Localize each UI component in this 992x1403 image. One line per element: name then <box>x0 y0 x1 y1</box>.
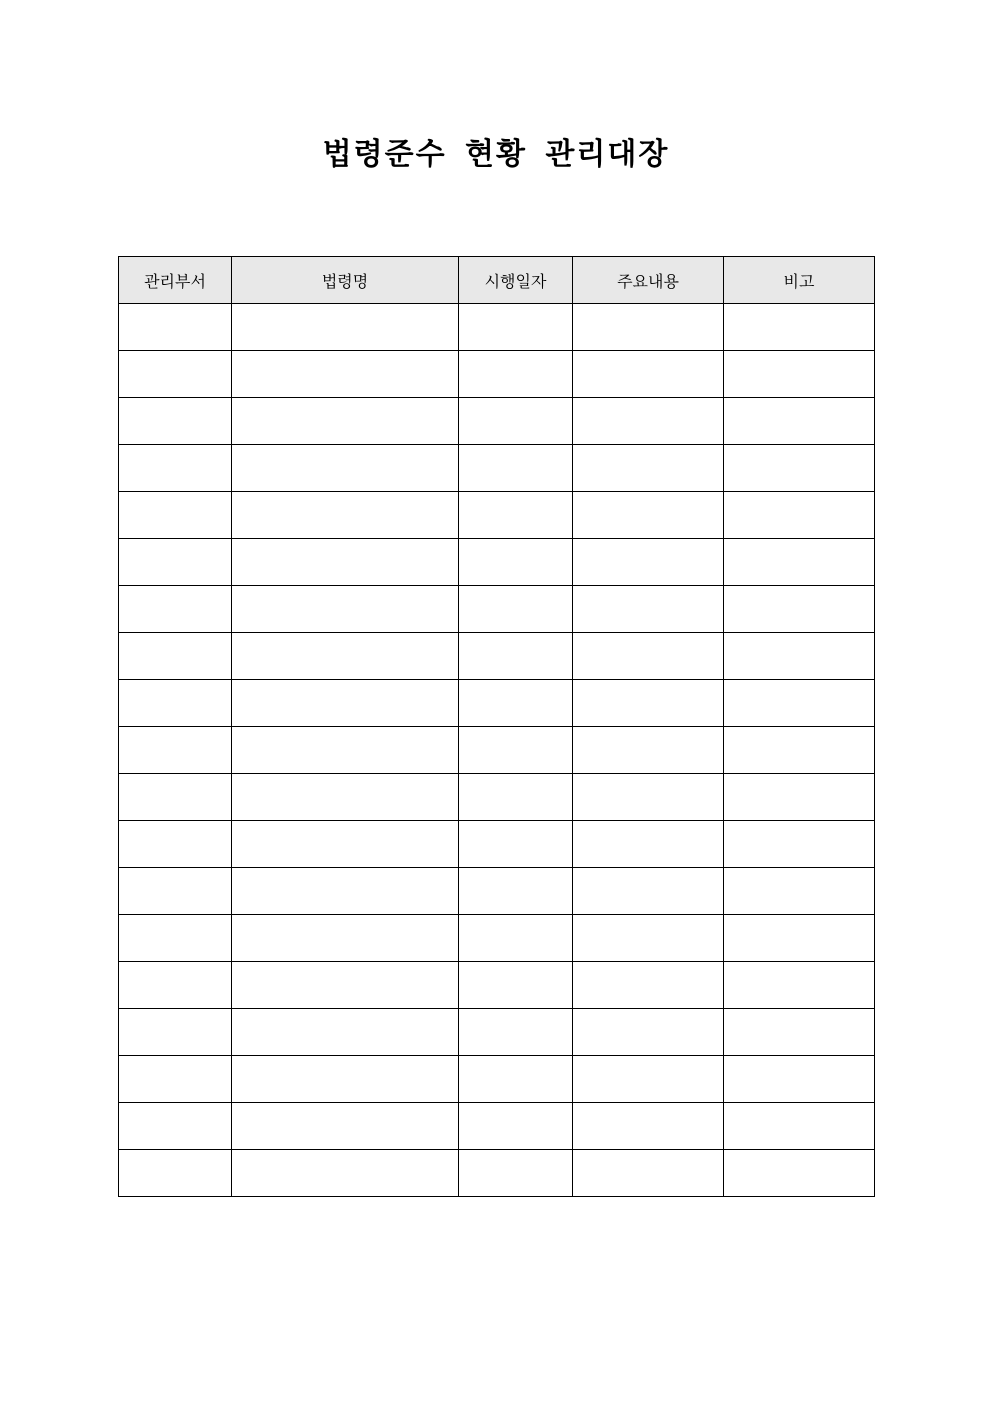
effective-date-cell[interactable] <box>459 304 573 351</box>
remarks-cell[interactable] <box>724 868 875 915</box>
law-name-cell[interactable] <box>232 727 459 774</box>
table-row <box>119 539 875 586</box>
remarks-cell[interactable] <box>724 821 875 868</box>
effective-date-cell[interactable] <box>459 1103 573 1150</box>
remarks-cell[interactable] <box>724 1009 875 1056</box>
main-content-cell[interactable] <box>573 1009 724 1056</box>
department-cell[interactable] <box>119 680 232 727</box>
table-body <box>119 304 875 1197</box>
remarks-cell[interactable] <box>724 398 875 445</box>
effective-date-cell[interactable] <box>459 445 573 492</box>
main-content-cell[interactable] <box>573 586 724 633</box>
table-row <box>119 727 875 774</box>
table-row <box>119 1009 875 1056</box>
department-cell[interactable] <box>119 962 232 1009</box>
effective-date-cell[interactable] <box>459 539 573 586</box>
department-cell[interactable] <box>119 1056 232 1103</box>
law-name-cell[interactable] <box>232 680 459 727</box>
main-content-cell[interactable] <box>573 304 724 351</box>
table-row <box>119 774 875 821</box>
page-title: 법령준수 현황 관리대장 <box>322 137 670 172</box>
table-row <box>119 304 875 351</box>
effective-date-cell[interactable] <box>459 962 573 1009</box>
remarks-cell[interactable] <box>724 633 875 680</box>
table-row <box>119 1103 875 1150</box>
department-cell[interactable] <box>119 821 232 868</box>
column-header-remarks: 비고 <box>724 257 875 304</box>
law-name-cell[interactable] <box>232 445 459 492</box>
column-header-law-name: 법령명 <box>232 257 459 304</box>
main-content-cell[interactable] <box>573 633 724 680</box>
law-name-cell[interactable] <box>232 962 459 1009</box>
ledger-table <box>118 256 875 1197</box>
effective-date-cell[interactable] <box>459 1150 573 1197</box>
main-content-cell[interactable] <box>573 539 724 586</box>
department-cell[interactable] <box>119 586 232 633</box>
law-name-cell[interactable] <box>232 633 459 680</box>
law-name-cell[interactable] <box>232 539 459 586</box>
main-content-cell[interactable] <box>573 962 724 1009</box>
main-content-cell[interactable] <box>573 1150 724 1197</box>
effective-date-cell[interactable] <box>459 351 573 398</box>
table-row <box>119 821 875 868</box>
effective-date-cell[interactable] <box>459 727 573 774</box>
law-name-cell[interactable] <box>232 868 459 915</box>
main-content-cell[interactable] <box>573 774 724 821</box>
table-row <box>119 1056 875 1103</box>
law-name-cell[interactable] <box>232 1009 459 1056</box>
main-content-cell[interactable] <box>573 727 724 774</box>
table-row <box>119 445 875 492</box>
department-cell[interactable] <box>119 727 232 774</box>
table-row <box>119 492 875 539</box>
effective-date-cell[interactable] <box>459 492 573 539</box>
effective-date-cell[interactable] <box>459 1009 573 1056</box>
column-header-main-content: 주요내용 <box>573 257 724 304</box>
column-header-department: 관리부서 <box>119 257 232 304</box>
law-name-cell[interactable] <box>232 492 459 539</box>
table-row <box>119 351 875 398</box>
table-row <box>119 680 875 727</box>
department-cell[interactable] <box>119 1009 232 1056</box>
main-content-cell[interactable] <box>573 351 724 398</box>
law-name-cell[interactable] <box>232 1150 459 1197</box>
law-name-cell[interactable] <box>232 821 459 868</box>
law-name-cell[interactable] <box>232 774 459 821</box>
department-cell[interactable] <box>119 868 232 915</box>
remarks-cell[interactable] <box>724 1056 875 1103</box>
effective-date-cell[interactable] <box>459 821 573 868</box>
main-content-cell[interactable] <box>573 821 724 868</box>
effective-date-cell[interactable] <box>459 398 573 445</box>
law-name-cell[interactable] <box>232 586 459 633</box>
department-cell[interactable] <box>119 445 232 492</box>
effective-date-cell[interactable] <box>459 774 573 821</box>
law-name-cell[interactable] <box>232 1103 459 1150</box>
remarks-cell[interactable] <box>724 586 875 633</box>
table-row <box>119 1150 875 1197</box>
department-cell[interactable] <box>119 304 232 351</box>
department-cell[interactable] <box>119 351 232 398</box>
department-cell[interactable] <box>119 398 232 445</box>
header-row <box>119 257 875 304</box>
department-cell[interactable] <box>119 915 232 962</box>
table-row <box>119 586 875 633</box>
main-content-cell[interactable] <box>573 915 724 962</box>
remarks-cell[interactable] <box>724 774 875 821</box>
main-content-cell[interactable] <box>573 492 724 539</box>
table-row <box>119 962 875 1009</box>
law-name-cell[interactable] <box>232 351 459 398</box>
effective-date-cell[interactable] <box>459 586 573 633</box>
table-row <box>119 633 875 680</box>
main-content-cell[interactable] <box>573 1056 724 1103</box>
remarks-cell[interactable] <box>724 915 875 962</box>
remarks-cell[interactable] <box>724 680 875 727</box>
main-content-cell[interactable] <box>573 1103 724 1150</box>
department-cell[interactable] <box>119 1150 232 1197</box>
table-row <box>119 868 875 915</box>
table-row <box>119 398 875 445</box>
remarks-cell[interactable] <box>724 1150 875 1197</box>
remarks-cell[interactable] <box>724 492 875 539</box>
main-content-cell[interactable] <box>573 868 724 915</box>
law-name-cell[interactable] <box>232 398 459 445</box>
effective-date-cell[interactable] <box>459 633 573 680</box>
remarks-cell[interactable] <box>724 1103 875 1150</box>
law-name-cell[interactable] <box>232 304 459 351</box>
remarks-cell[interactable] <box>724 962 875 1009</box>
law-name-cell[interactable] <box>232 915 459 962</box>
department-cell[interactable] <box>119 1103 232 1150</box>
law-name-cell[interactable] <box>232 1056 459 1103</box>
main-content-cell[interactable] <box>573 398 724 445</box>
remarks-cell[interactable] <box>724 539 875 586</box>
department-cell[interactable] <box>119 539 232 586</box>
remarks-cell[interactable] <box>724 727 875 774</box>
effective-date-cell[interactable] <box>459 1056 573 1103</box>
department-cell[interactable] <box>119 633 232 680</box>
column-header-effective-date: 시행일자 <box>459 257 573 304</box>
effective-date-cell[interactable] <box>459 680 573 727</box>
table-row <box>119 915 875 962</box>
main-content-cell[interactable] <box>573 445 724 492</box>
department-cell[interactable] <box>119 774 232 821</box>
main-content-cell[interactable] <box>573 680 724 727</box>
effective-date-cell[interactable] <box>459 868 573 915</box>
effective-date-cell[interactable] <box>459 915 573 962</box>
remarks-cell[interactable] <box>724 304 875 351</box>
remarks-cell[interactable] <box>724 445 875 492</box>
department-cell[interactable] <box>119 492 232 539</box>
remarks-cell[interactable] <box>724 351 875 398</box>
